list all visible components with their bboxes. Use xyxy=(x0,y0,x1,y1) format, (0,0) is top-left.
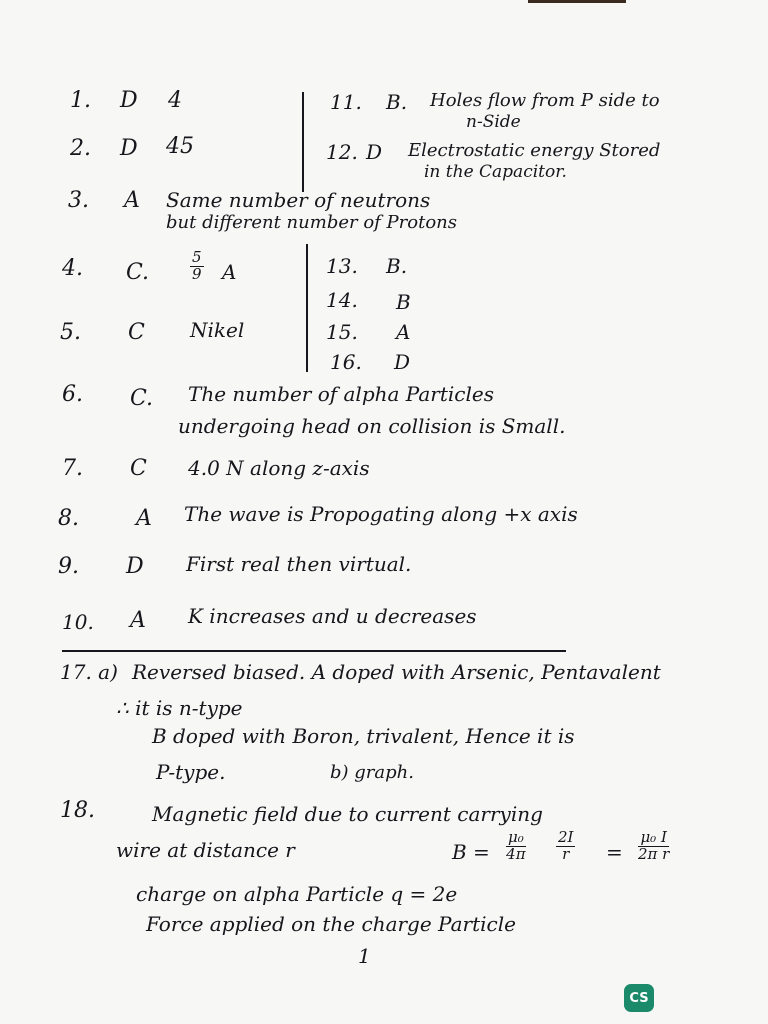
answer-8-option: A xyxy=(136,506,152,531)
scan-edge-mark xyxy=(528,0,626,3)
answer-4-fraction-denominator: 9 xyxy=(192,264,202,283)
answer-6-number: 6. xyxy=(62,382,83,407)
answer-2-text: 45 xyxy=(166,134,194,159)
answer-5-text: Nikel xyxy=(190,318,245,342)
answer-13-option: B. xyxy=(386,254,408,278)
answer-14-option: B xyxy=(396,290,411,314)
answer-12-text-cont: in the Capacitor. xyxy=(424,162,567,182)
q17-line-2: ∴ it is n-type xyxy=(116,696,243,720)
q18-fraction-3-denominator: 2π r xyxy=(638,844,670,863)
answer-7-text: 4.0 N along z-axis xyxy=(188,456,370,480)
q18-fraction-2-numerator: 2I xyxy=(558,828,574,846)
answer-4-fraction xyxy=(190,250,204,283)
q17-number: 17. a) xyxy=(60,660,118,684)
answer-6-option: C. xyxy=(130,386,154,411)
answer-4-text: A xyxy=(222,260,237,284)
answer-4-number: 4. xyxy=(62,256,83,281)
answer-3-text: Same number of neutrons xyxy=(166,188,431,212)
answer-8-text: The wave is Propogating along +x axis xyxy=(184,502,578,526)
answer-7-number: 7. xyxy=(62,456,83,481)
section-divider xyxy=(62,650,566,652)
camscanner-badge xyxy=(624,984,654,1012)
answer-14-number: 14. xyxy=(326,288,358,312)
answer-16-option: D xyxy=(394,350,411,374)
answer-9-text: First real then virtual. xyxy=(186,552,412,576)
answer-3-text-cont: but different number of Protons xyxy=(166,212,457,233)
q18-line-1: Magnetic field due to current carrying xyxy=(152,802,543,826)
answer-4-option: C. xyxy=(126,260,150,285)
q17-line-4: P-type. xyxy=(156,760,226,784)
q18-fraction-1-denominator: 4π xyxy=(506,844,526,863)
answer-8-number: 8. xyxy=(58,506,79,531)
answer-3-option: A xyxy=(124,188,140,213)
q18-line-4: Force applied on the charge Particle xyxy=(146,912,516,936)
answer-1-number: 1. xyxy=(70,88,91,113)
answer-6-text: The number of alpha Particles xyxy=(188,382,494,406)
answer-11-text: Holes flow from P side to xyxy=(430,90,660,111)
q18-fraction-1 xyxy=(506,830,526,863)
answer-10-number: 10. xyxy=(62,610,94,634)
column-divider-top xyxy=(302,92,304,192)
q18-formula-b: B = xyxy=(452,840,490,864)
answer-10-option: A xyxy=(130,608,146,633)
q17-line-3: B doped with Boron, trivalent, Hence it is xyxy=(152,724,575,748)
answer-2-option: D xyxy=(120,136,138,161)
q18-equals: = xyxy=(606,840,623,864)
answer-5-number: 5. xyxy=(60,320,81,345)
q18-fraction-1-numerator: μ₀ xyxy=(508,828,524,846)
answer-12-text: Electrostatic energy Stored xyxy=(408,140,661,161)
page-number: 1 xyxy=(358,944,371,968)
q18-fraction-3-numerator: μ₀ I xyxy=(640,828,667,846)
q18-fraction-3 xyxy=(638,830,669,863)
q18-fraction-2-denominator: r xyxy=(562,844,570,863)
answer-2-number: 2. xyxy=(70,136,91,161)
answer-7-option: C xyxy=(130,456,147,481)
answer-10-text: K increases and u decreases xyxy=(188,604,477,628)
answer-4-fraction-numerator: 5 xyxy=(192,248,202,266)
answer-1-text: 4 xyxy=(168,88,182,113)
answer-6-text-cont: undergoing head on collision is Small. xyxy=(178,414,566,438)
q18-line-3: charge on alpha Particle q = 2e xyxy=(136,882,458,906)
answer-12-option: D xyxy=(366,140,383,164)
camscanner-badge-label: CS xyxy=(629,990,649,1006)
q17-line-4b: b) graph. xyxy=(330,762,414,783)
answer-13-number: 13. xyxy=(326,254,358,278)
answer-16-number: 16. xyxy=(330,350,362,374)
q18-number: 18. xyxy=(60,798,95,823)
column-divider-middle xyxy=(306,244,308,372)
answer-12-number: 12. xyxy=(326,140,358,164)
answer-11-text-cont: n-Side xyxy=(466,112,521,132)
q17-line-1: Reversed biased. A doped with Arsenic, Pentavalent xyxy=(132,660,661,684)
answer-11-option: B. xyxy=(386,90,408,114)
answer-15-option: A xyxy=(396,320,411,344)
answer-9-number: 9. xyxy=(58,554,79,579)
answer-11-number: 11. xyxy=(330,90,362,114)
answer-9-option: D xyxy=(126,554,144,579)
q18-fraction-2 xyxy=(556,830,575,863)
answer-3-number: 3. xyxy=(68,188,89,213)
answer-15-number: 15. xyxy=(326,320,358,344)
q18-line-2: wire at distance r xyxy=(116,838,295,862)
answer-1-option: D xyxy=(120,88,138,113)
answer-5-option: C xyxy=(128,320,145,345)
